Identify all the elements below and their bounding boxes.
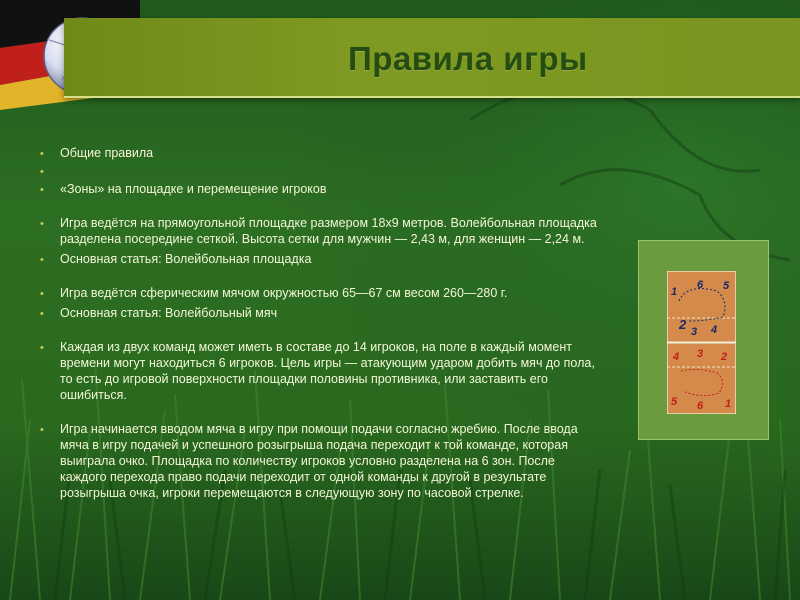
bullet-icon: •: [40, 288, 44, 300]
paragraph-text: Игра начинается вводом мяча в игру при помощи подачи согласно жребию. После ввода мяча в игру подачей и успешного розыгрыша подача переходит к той команде, которая выиграла очко. Площадка по количеству игроков условно разделена на 6 зон. После каждого перехода право подачи переходит от одной команды к другой в результате розыгрыша очка, игроки перемещаются в следующую зону по часовой стрелке.: [60, 422, 578, 500]
zone-number: 3: [697, 348, 704, 360]
bullet-item: [40, 421, 600, 501]
zone-number: 2: [679, 317, 687, 332]
bullet-text: [60, 164, 63, 178]
slide-title: Правила игры: [348, 40, 588, 77]
bullet-icon: •: [40, 166, 44, 178]
volleyball-court-diagram: [638, 240, 769, 440]
bullet-icon: •: [40, 254, 44, 266]
court-svg: [667, 271, 736, 414]
zone-number: 2: [721, 351, 728, 363]
slide-content: [40, 145, 600, 501]
paragraph-text: Каждая из двух команд может иметь в составе до 14 игроков, на поле в каждый момент времени могут находиться 6 игроков. Цель игры — атакующим ударом добить мяч до пола, то есть до игровой поверхности площадки половины противника, или заставить его ошибиться.: [60, 340, 595, 402]
bullet-icon: •: [40, 424, 44, 436]
paragraph-text: Игра ведётся на прямоугольной площадке размером 18x9 метров. Волейбольная площадка разделена посередине сеткой. Высота сетки для мужчин — 2,43 м, для женщин — 2,24 м.: [60, 216, 597, 246]
bullet-icon: •: [40, 308, 44, 320]
bullet-item: [40, 215, 600, 247]
zone-number: 1: [671, 286, 678, 298]
bullet-item: [40, 305, 600, 321]
bullet-item: [40, 339, 600, 403]
bullet-text: «Зоны» на площадке и перемещение игроков: [60, 182, 327, 196]
zone-number: 3: [691, 326, 698, 338]
zone-number: 5: [723, 280, 730, 292]
bullet-icon: •: [40, 218, 44, 230]
bullet-item: [40, 181, 600, 197]
paragraph-text: Основная статья: Волейбольная площадка: [60, 252, 312, 266]
zone-number: 6: [697, 400, 704, 412]
zone-number: 4: [673, 351, 680, 363]
paragraph-text: Игра ведётся сферическим мячом окружностью 65—67 см весом 260—280 г.: [60, 286, 508, 300]
bullet-item: [40, 285, 600, 301]
bullet-icon: •: [40, 184, 44, 196]
zone-number: 5: [671, 396, 678, 408]
bullet-item: [40, 251, 600, 267]
zone-number: 6: [697, 279, 704, 291]
bullet-item: [40, 163, 600, 179]
bullet-item: [40, 145, 600, 161]
bullet-icon: •: [40, 148, 44, 160]
bullet-text: Общие правила: [60, 146, 154, 160]
bullet-icon: •: [40, 342, 44, 354]
zone-number: 1: [725, 398, 732, 410]
paragraph-text: Основная статья: Волейбольный мяч: [60, 306, 278, 320]
zone-number: 4: [711, 324, 718, 336]
